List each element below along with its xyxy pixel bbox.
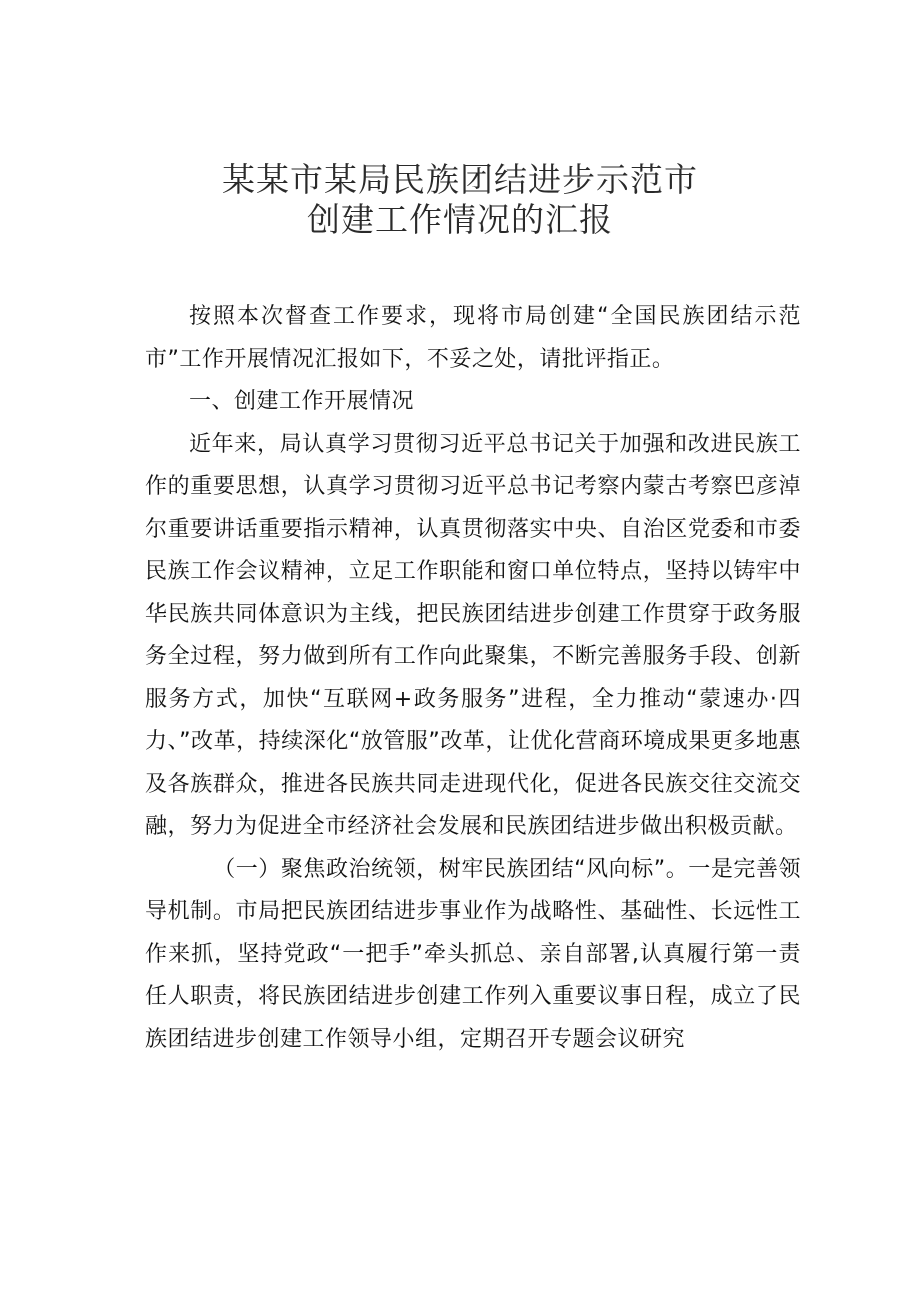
document-title-line-1: 某某市某局民族团结进步示范市 [222,160,698,199]
section-heading: 一、创建工作开展情况 [189,389,415,414]
document-title-line-2: 创建工作情况的汇报 [307,200,613,239]
section-paragraph: 近年来，局认真学习贯彻习近平总书记关于加强和改进民族工作的重要思想，认真学习贯彻习近平总书记考察内蒙古考察巴彦淖尔重要讲话重要指示精神，认真贯彻落实中央、自治区党委和市委民族工作会议精神，立足工作职能和窗口单位特点，坚持以铸牢中华民族共同体意识为主线，把民族团结进步创建工作贯穿于政务服务全过程，努力做到所有工作向此聚集，不断完善服务手段、创新服务方式，加快“互联网+政务服务”进程，全力推动“蒙速办·四力、”改革，持续深化“放管服”改革，让优化营商环境成果更多地惠及各族群众，推进各民族共同走进现代化，促进各民族交往交流交融，努力为促进全市经济社会发展和民族团结进步做出积极贡献。 [145,431,801,839]
intro-paragraph: 按照本次督查工作要求，现将市局创建“全国民族团结示范市”工作开展情况汇报如下，不妥之处，请批评指正。 [145,304,801,372]
document-body [145,296,801,1061]
subsection-paragraph: （一）聚焦政治统领，树牢民族团结“风向标”。一是完善领导机制。市局把民族团结进步事业作为战略性、基础性、长远性工作来抓，坚持党政“一把手”牵头抓总、亲自部署,认真履行第一责任人职责，将民族团结进步创建工作列入重要议事日程，成立了民族团结进步创建工作领导小组，定期召开专题会议研究 [145,856,801,1052]
